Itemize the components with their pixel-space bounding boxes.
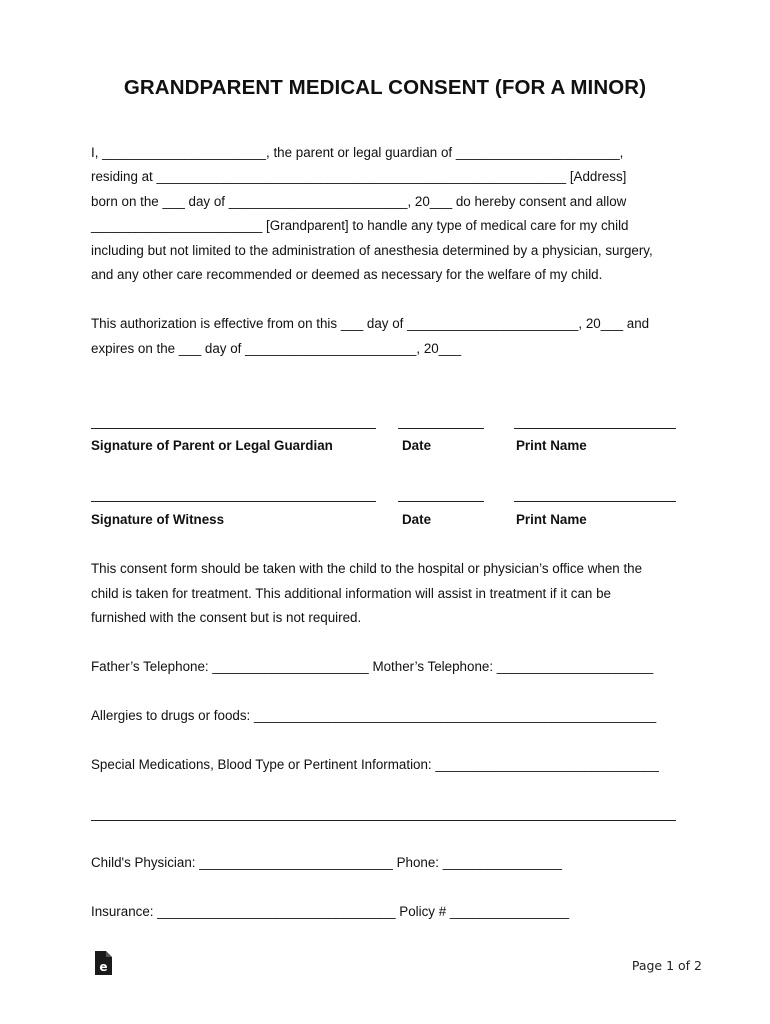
witness-signature-label: Signature of Witness xyxy=(91,512,225,527)
parent-date-label: Date xyxy=(402,438,432,453)
consent-line-6: and any other care recommended or deemed as necessary for the welfare of my child. xyxy=(91,267,603,282)
authorization-line-1: This authorization is effective from on this ___ day of _______________________, 20___ and xyxy=(91,316,650,331)
svg-text:e: e xyxy=(99,960,108,974)
consent-line-1: I, ______________________, the parent or legal guardian of ______________________, xyxy=(91,145,624,160)
parent-print-name-label: Print Name xyxy=(516,438,587,453)
info-line-3: furnished with the consent but is not required. xyxy=(91,610,362,625)
info-line-2: child is taken for treatment. This additional information will assist in treatment if it can be xyxy=(91,586,611,601)
witness-signature-line[interactable] xyxy=(91,501,376,502)
witness-date-line[interactable] xyxy=(398,501,484,502)
info-line-1: This consent form should be taken with the child to the hospital or physician’s office when the xyxy=(91,561,643,576)
witness-print-name-label: Print Name xyxy=(516,512,587,527)
document-e-icon xyxy=(95,951,112,975)
insurance-field[interactable]: Insurance: ________________________________ Policy # ________________ xyxy=(91,904,570,919)
parent-date-line[interactable] xyxy=(398,428,484,429)
parent-signature-line[interactable] xyxy=(91,428,376,429)
document-title: GRANDPARENT MEDICAL CONSENT (FOR A MINOR) xyxy=(123,76,647,99)
witness-print-name-line[interactable] xyxy=(514,501,676,502)
special-info-continuation-line[interactable] xyxy=(91,820,676,821)
special-info-field[interactable]: Special Medications, Blood Type or Pertinent Information: ______________________________ xyxy=(91,757,659,772)
allergies-field[interactable]: Allergies to drugs or foods: ______________________________________________________ xyxy=(91,708,657,723)
page-number: Page 1 of 2 xyxy=(631,958,702,973)
parent-print-name-line[interactable] xyxy=(514,428,676,429)
consent-line-4: _______________________ [Grandparent] to handle any type of medical care for my child xyxy=(91,218,629,233)
consent-line-2: residing at _______________________________________________________ [Address] xyxy=(91,169,627,184)
authorization-line-2: expires on the ___ day of _______________________, 20___ xyxy=(91,341,462,356)
consent-line-3: born on the ___ day of ________________________, 20___ do hereby consent and allow xyxy=(91,194,627,209)
witness-date-label: Date xyxy=(402,512,432,527)
telephone-fields[interactable]: Father’s Telephone: _____________________ Mother’s Telephone: _____________________ xyxy=(91,659,654,674)
physician-field[interactable]: Child's Physician: __________________________ Phone: ________________ xyxy=(91,855,562,870)
consent-line-5: including but not limited to the administration of anesthesia determined by a physician, surgery, xyxy=(91,243,653,258)
parent-signature-label: Signature of Parent or Legal Guardian xyxy=(91,438,333,453)
